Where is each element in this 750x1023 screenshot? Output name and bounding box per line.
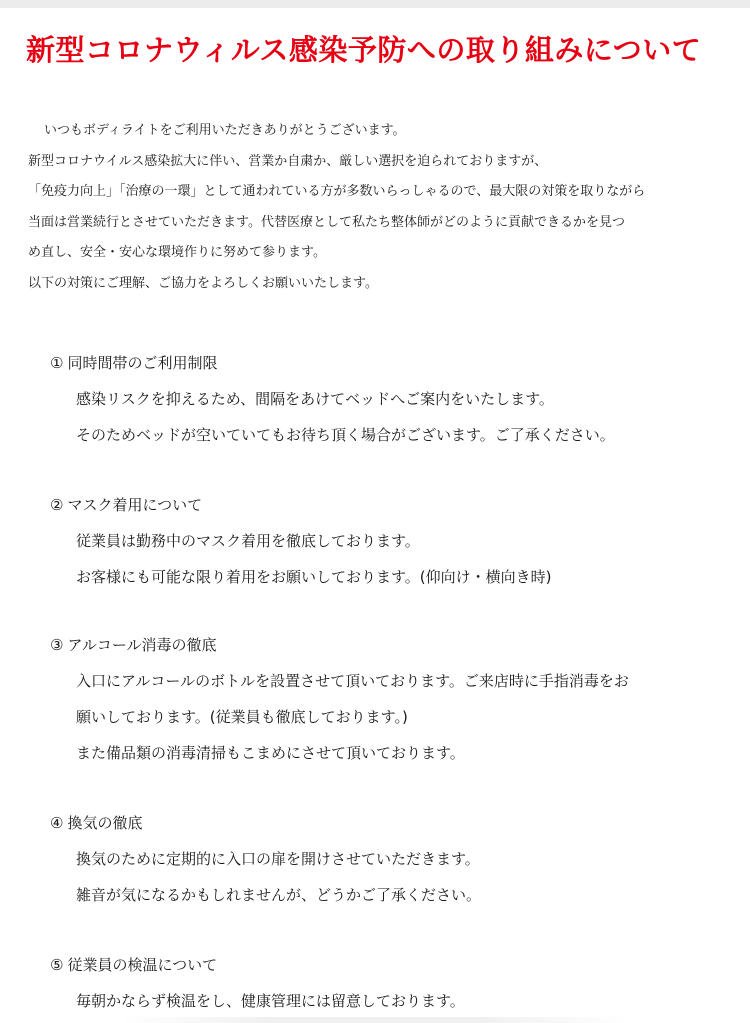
section-heading	[50, 805, 730, 841]
section-title: 同時間帯のご利用制限	[67, 354, 218, 372]
section-number: ⑤	[50, 956, 64, 974]
section-body	[50, 381, 730, 453]
section-body	[50, 841, 730, 913]
section-number: ④	[50, 814, 64, 832]
section-number: ③	[50, 636, 64, 654]
section-title: マスク着用について	[67, 496, 203, 514]
section-heading	[50, 345, 730, 381]
section-line: 換気のために定期的に入口の扉を開けさせていただきます。	[76, 850, 480, 868]
section-number: ②	[50, 496, 64, 514]
section-line: 感染リスクを抑えるため、間隔をあけてベッドへご案内をいたします。	[76, 390, 554, 408]
section-body	[50, 523, 730, 595]
intro-line: いつもボディライトをご利用いただきありがとうございます。	[44, 123, 406, 138]
section-line: 願いしております。(従業員も徹底しております。)	[76, 708, 408, 726]
intro-line: め直し、安全・安心な環境作りに努めて参ります。	[28, 245, 326, 260]
section-heading	[50, 947, 730, 983]
section-capacity-limit	[50, 345, 730, 453]
intro-paragraph	[28, 116, 728, 299]
section-heading	[50, 627, 730, 663]
section-body	[50, 983, 730, 1019]
top-border	[0, 0, 750, 8]
section-line: お客様にも可能な限り着用をお願いしております。(仰向け・横向き時)	[76, 568, 552, 586]
intro-line: 当面は営業続行とさせていただきます。代替医療として私たち整体師がどのように貢献できるかを見つ	[28, 214, 625, 230]
section-title: 換気の徹底	[67, 814, 143, 832]
section-line: そのためベッドが空いていてもお待ち頂く場合がございます。ご了承ください。	[76, 426, 615, 444]
intro-line: 「免疫力向上」「治療の一環」として通われている方が多数いらっしゃるので、最大限の対策を取りながら	[28, 184, 646, 199]
page-title: 新型コロナウィルス感染予防への取り組みについて	[26, 33, 702, 67]
section-ventilation	[50, 805, 730, 913]
section-title: アルコール消毒の徹底	[67, 636, 217, 654]
section-number: ①	[50, 354, 64, 372]
section-body	[50, 663, 730, 771]
section-line: 毎朝かならず検温をし、健康管理には留意しております。	[76, 992, 465, 1010]
section-heading	[50, 487, 730, 523]
section-title: 従業員の検温について	[67, 956, 218, 974]
section-line: 入口にアルコールのボトルを設置させて頂いております。ご来店時に手指消毒をお	[76, 672, 629, 690]
intro-line: 新型コロナウイルス感染拡大に伴い、営業か自粛か、厳しい選択を迫られておりますが、	[28, 153, 548, 169]
bottom-shadow	[120, 1017, 630, 1023]
section-staff-temperature	[50, 947, 730, 1019]
section-mask	[50, 487, 730, 595]
section-alcohol-disinfection	[50, 627, 730, 771]
section-line: 雑音が気になるかもしれませんが、どうかご了承ください。	[76, 886, 482, 904]
intro-line: 以下の対策にご理解、ご協力をよろしくお願いいたします。	[28, 275, 378, 291]
section-line: また備品類の消毒清掃もこまめにさせて頂いております。	[76, 744, 465, 762]
section-line: 従業員は勤務中のマスク着用を徹底しております。	[76, 532, 420, 550]
